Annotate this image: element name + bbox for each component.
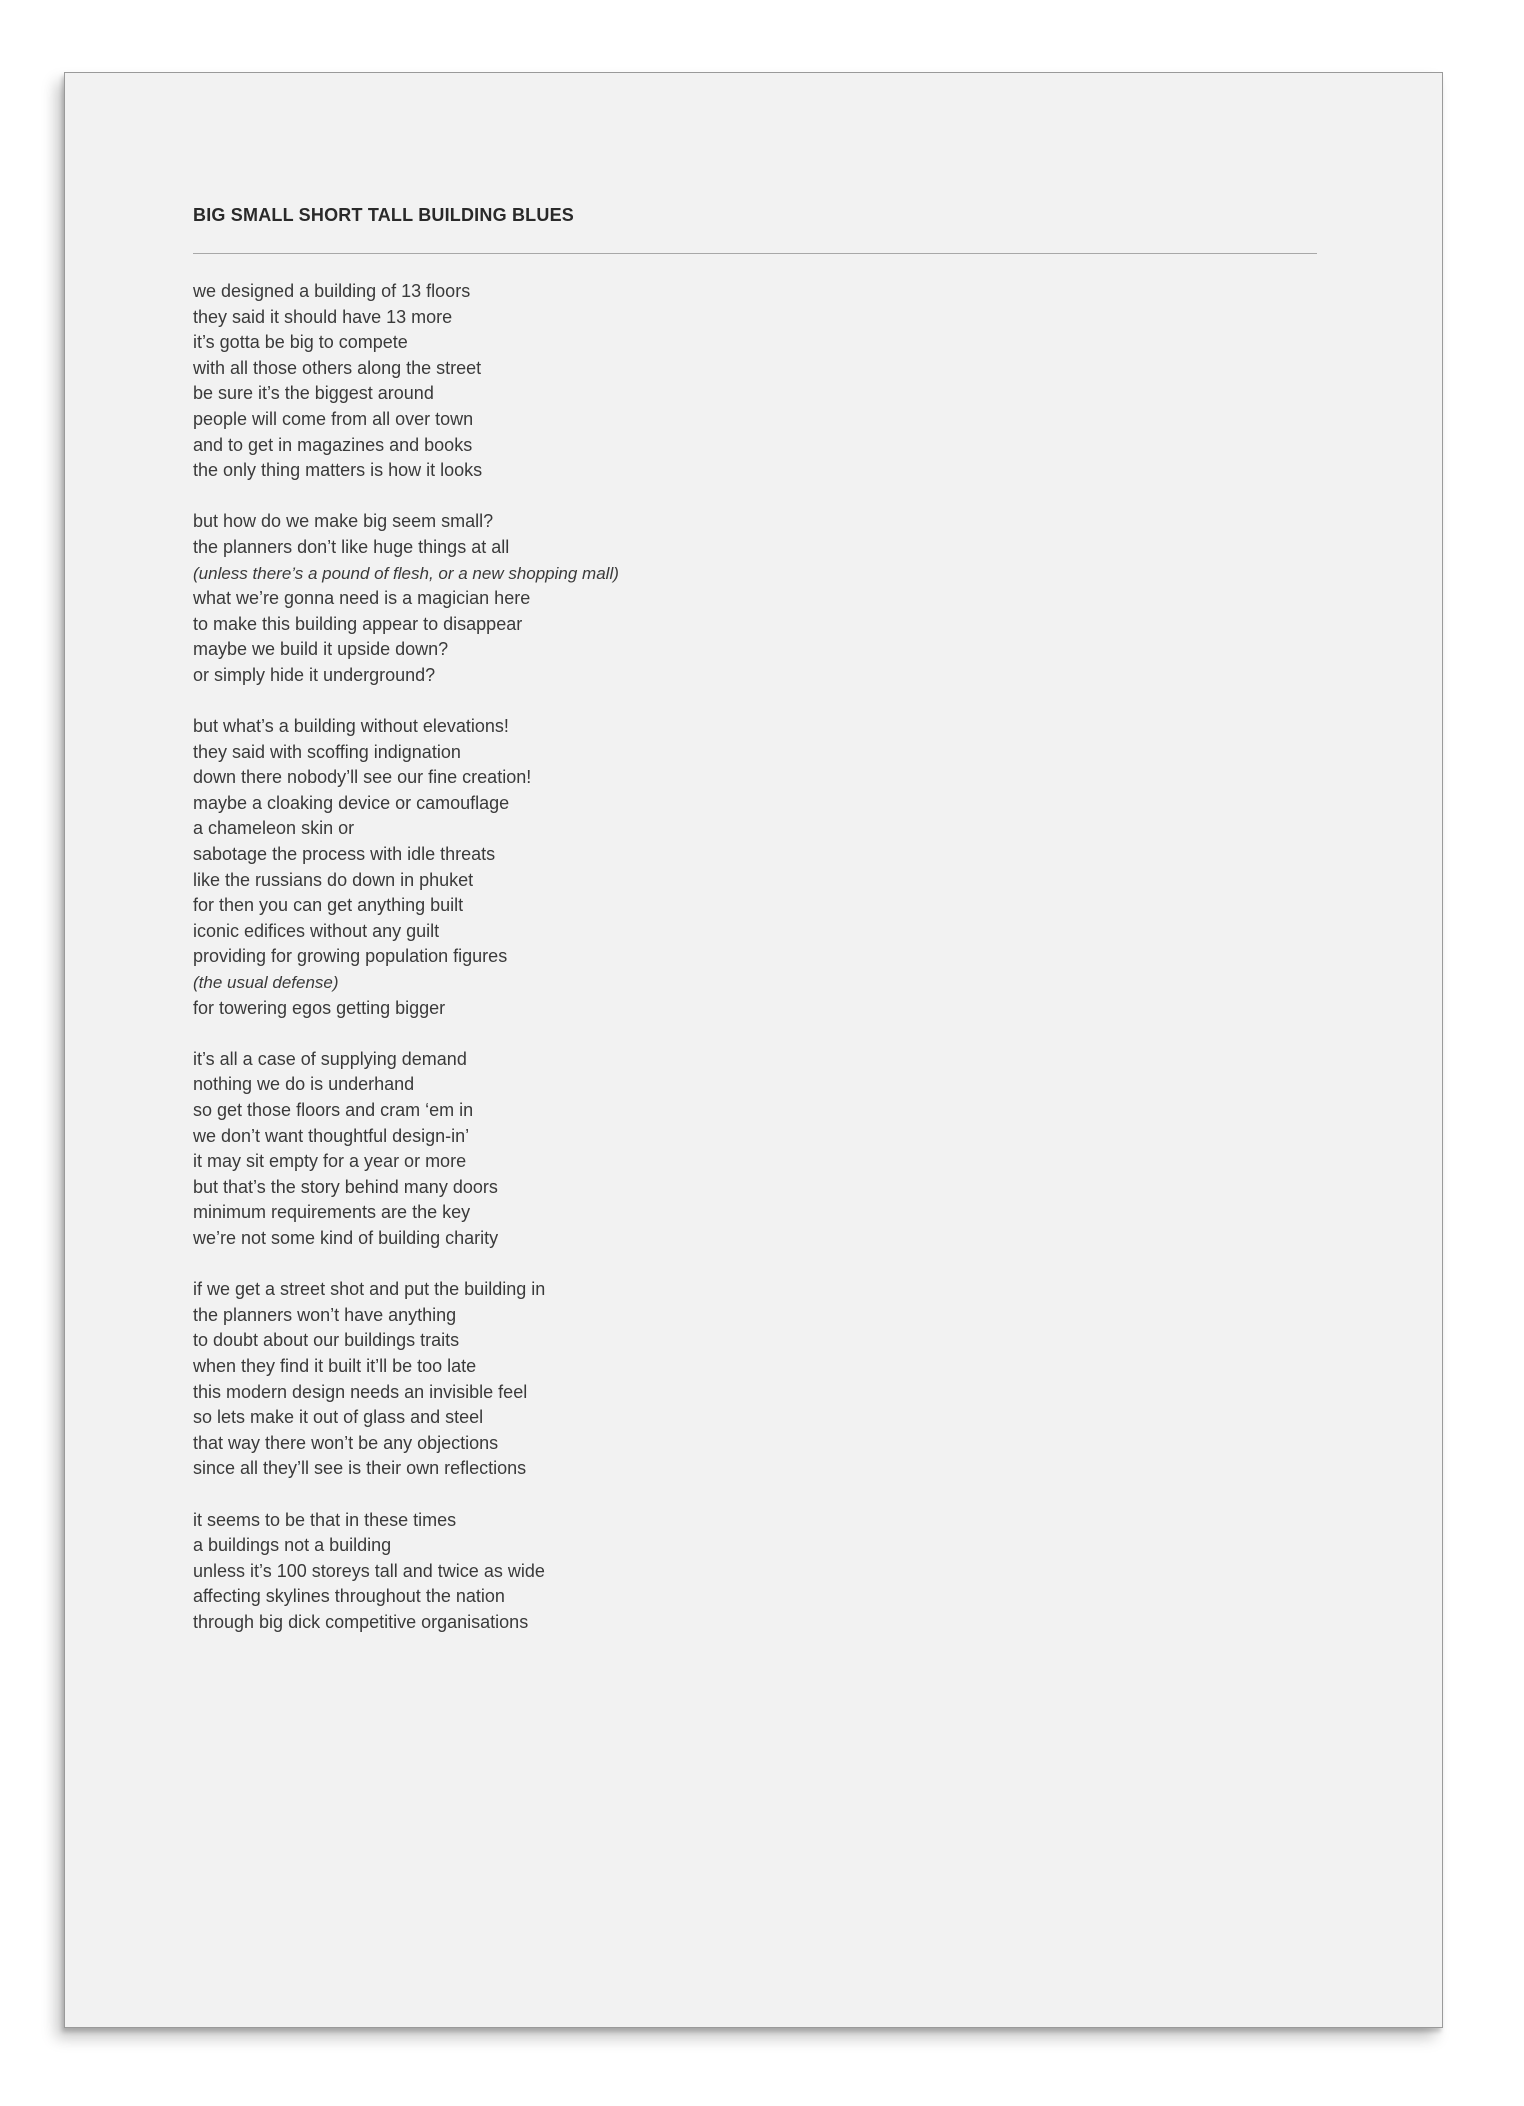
- poem-line: this modern design needs an invisible feel: [193, 1381, 528, 1402]
- poem-line: it’s gotta be big to compete: [193, 332, 408, 353]
- poem-line: (the usual defense): [193, 973, 339, 993]
- poem-line: maybe a cloaking device or camouflage: [193, 792, 510, 813]
- poem-line: but how do we make big seem small?: [193, 511, 494, 532]
- document-page: [64, 72, 1443, 2028]
- poem-line: the planners won’t have anything: [193, 1304, 457, 1325]
- poem-line: it seems to be that in these times: [193, 1509, 457, 1530]
- poem-line: the only thing matters is how it looks: [193, 460, 483, 481]
- poem-body: [193, 279, 1293, 1661]
- poem-stanza: [193, 1277, 1293, 1482]
- poem-line: they said it should have 13 more: [193, 306, 453, 327]
- poem-line: so get those floors and cram ‘em in: [193, 1100, 474, 1120]
- poem-line: sabotage the process with idle threats: [193, 844, 496, 865]
- poem-line: that way there won’t be any objections: [193, 1432, 499, 1453]
- poem-line: for towering egos getting bigger: [193, 997, 446, 1018]
- poem-line: we designed a building of 13 floors: [193, 281, 471, 301]
- poem-stanza: [193, 279, 1293, 484]
- poem-line: they said with scoffing indignation: [193, 741, 461, 762]
- poem-line: what we’re gonna need is a magician here: [193, 588, 531, 609]
- poem-line: (unless there’s a pound of flesh, or a new shopping mall): [193, 563, 619, 583]
- poem-line: we’re not some kind of building charity: [193, 1227, 499, 1248]
- poem-line: a buildings not a building: [193, 1535, 392, 1556]
- poem-line: people will come from all over town: [193, 408, 474, 429]
- poem-line: through big dick competitive organisations: [193, 1611, 529, 1632]
- poem-line: to make this building appear to disappear: [193, 613, 523, 634]
- poem-line: so lets make it out of glass and steel: [193, 1407, 484, 1428]
- poem-stanza: [193, 714, 1293, 1021]
- poem-line: when they find it built it’ll be too late: [193, 1355, 477, 1376]
- poem-line: we don’t want thoughtful design-in’: [193, 1125, 470, 1146]
- poem-line: and to get in magazines and books: [193, 434, 473, 455]
- poem-line: it may sit empty for a year or more: [193, 1151, 467, 1172]
- poem-stanza: [193, 1047, 1293, 1252]
- poem-line: to doubt about our buildings traits: [193, 1330, 460, 1351]
- poem-line: minimum requirements are the key: [193, 1202, 471, 1223]
- poem-line: but that’s the story behind many doors: [193, 1176, 498, 1197]
- poem-line: or simply hide it underground?: [193, 664, 436, 685]
- poem-line: it’s all a case of supplying demand: [193, 1048, 467, 1069]
- poem-line: iconic edifices without any guilt: [193, 920, 440, 941]
- poem-line: nothing we do is underhand: [193, 1074, 415, 1095]
- poem-stanza: [193, 509, 1293, 688]
- poem-line: for then you can get anything built: [193, 895, 464, 916]
- poem-line: affecting skylines throughout the nation: [193, 1586, 505, 1607]
- poem-line: down there nobody’ll see our fine creation!: [193, 767, 532, 788]
- poem-line: providing for growing population figures: [193, 946, 508, 967]
- poem-line: unless it’s 100 storeys tall and twice as wide: [193, 1560, 545, 1581]
- poem-stanza: [193, 1508, 1293, 1636]
- poem-title: BIG SMALL SHORT TALL BUILDING BLUES: [193, 205, 574, 225]
- poem-line: but what’s a building without elevations!: [193, 716, 509, 737]
- poem-line: like the russians do down in phuket: [193, 869, 474, 890]
- poem-line: be sure it’s the biggest around: [193, 383, 434, 404]
- poem-line: maybe we build it upside down?: [193, 639, 449, 660]
- poem-line: since all they’ll see is their own reflections: [193, 1458, 527, 1479]
- title-divider: [193, 253, 1317, 254]
- poem-line: if we get a street shot and put the building in: [193, 1279, 546, 1300]
- poem-line: a chameleon skin or: [193, 818, 355, 839]
- poem-line: the planners don’t like huge things at all: [193, 536, 510, 557]
- poem-line: with all those others along the street: [193, 357, 482, 378]
